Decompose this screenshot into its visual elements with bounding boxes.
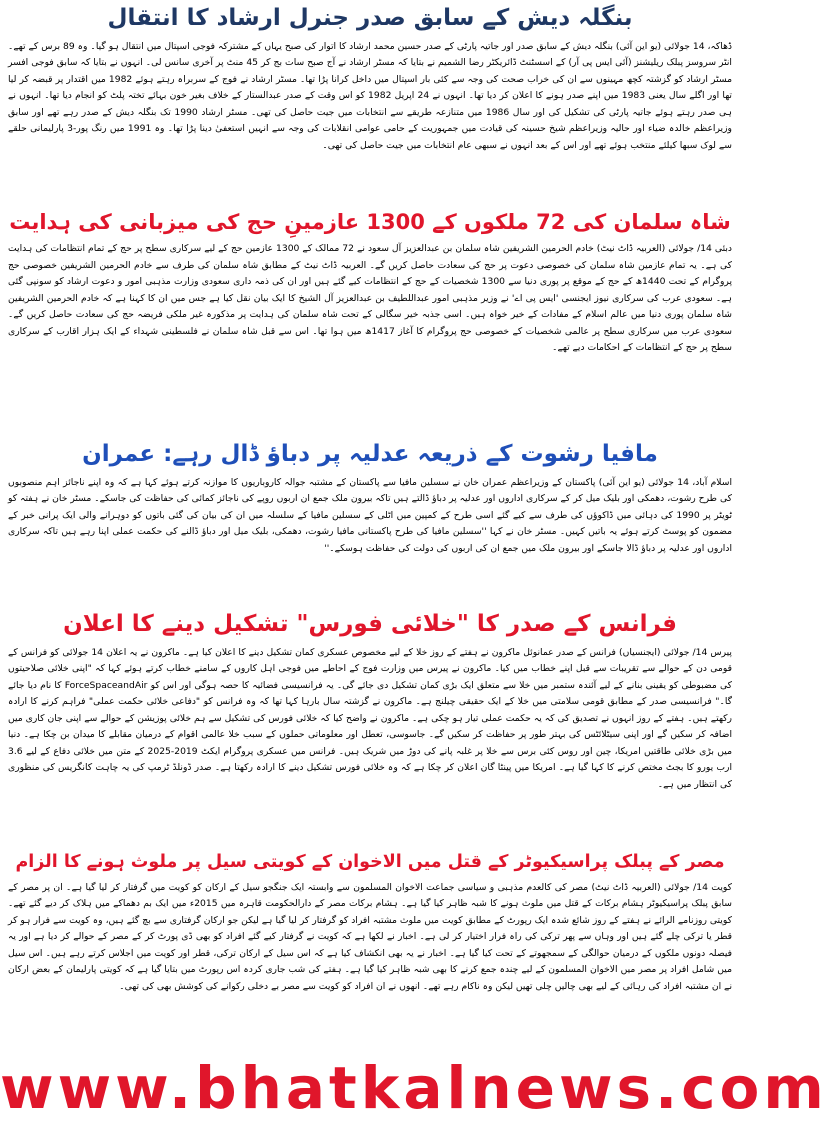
article-france-space-force — [8, 610, 732, 850]
body-imran-mafia: اسلام آباد، 14 جولائی (یو این آئی) پاکستان کے وزیراعظم عمران خان نے سسلین مافیا سے پاکستان کے مشتبہ جوالہ کاروباریوں کا موازنہ کرتے ہوئے کہا ہے کہ وہ اپنے ناجائز اہم منصوبوں کی طرح رشوت، دھمکی اور بلیک میل کر کے سرکاری اداروں اور عدلیہ پر دباؤ ڈالتے ہیں تاکہ بیرون ملک جمع ان اربوں روپے کی ناجائز کمائی کی حفاظت کی جاسکے۔ مسٹر خان نے ہفتہ کو ٹویٹر پر 1990 کی دہائی میں ڈاکوؤں کی طرف سے کیے گئے اسی طرح کے کمپین میں اٹلی کے سسلین مافیا کے سلسلہ میں ان کی بیان کی گئی باتوں کو دوہرانے والی ایک پرانی خبر کے مضمون کو پوسٹ کرتے ہوئے یہ باتیں کہیں۔ مسٹر خان نے کہا ''سسلین مافیا کی طرح پاکستانی مافیا رشوت، دھمکی، بلیک میل اور دباؤ ڈالنے کی حکمت عملی اپنا رہے ہیں تاکہ سرکاری اداروں اور عدلیہ پر دباؤ ڈالا جاسکے اور بیرون ملک میں جمع ان کی اربوں کی دولت کی حفاظت ہوسکے۔'' — [8, 476, 733, 554]
body-shah-salman-hajj: دبئی 14/ جولائی (العربیہ ڈاٹ نیٹ) خادم الحرمین الشریفین شاہ سلمان بن عبدالعزیز آل سعود نے 72 ممالک کے 1300 عازمین حج کے لیے سرکاری سطح پر حج کے تمام انتظامات کی ہدایت کی ہے۔ یہ تمام عازمین شاہ سلمان کی خصوصی دعوت پر حج کی سعادت حاصل کریں گے۔ العربیہ ڈاٹ نیٹ کے مطابق شاہ سلمان کی طرف سے خادم الحرمین الشریفین خصوصی حج پروگرام کے تحت 1440ھ کے حج کے موقع پر پوری دنیا سے 1300 شخصیات کے حج کے انتظامات کیے گئے ہیں اور ان کی ذمہ داری سعودی وزارت مذہبی امور و دعوت ارشاد کو سونپی گئی ہے۔ سعودی عرب کی سرکاری نیوز ایجنسی 'ایس پی اے' نے وزیر مذہبی امور عبداللطیف بن عبدالعزیز آل الشیخ کا ایک بیان نقل کیا ہے جس میں ان کا کہنا ہے کہ خادم الحرمین الشریفین شاہ سلمان پوری دنیا میں عالم اسلام کے مفادات کے خیر خواہ ہیں۔ اسی جذبہ خیر سگالی کے تحت شاہ سلمان کی ہدایت پر مذکورہ غیر ملکی فریضہ حج کی سعادت حاصل کریں گے۔ سعودی عرب میں سرکاری سطح پر عالمی شخصیات کے خصوصی حج پروگرام کا آغاز 1417ھ میں ہوا تھا۔ اس سے قبل شاہ سلمان نے فلسطینی شہداء کے ایک ہزار اقارب کے سرکاری سطح پر حج کے انتظامات کے احکامات دیے تھے۔ — [8, 243, 733, 354]
website-url[interactable]: www.bhatkalnews.com — [0, 1054, 828, 1122]
article-ershad — [8, 4, 732, 209]
headline-imran-mafia: مافیا رشوت کے ذریعہ عدلیہ پر دباؤ ڈال رہے: عمران — [82, 441, 658, 467]
headline-ershad: بنگلہ دیش کے سابق صدر جنرل ارشاد کا انتقال — [107, 5, 633, 31]
headline-france-space-force: فرانس کے صدر کا "خلائی فورس" تشکیل دینے کا اعلان — [63, 611, 677, 637]
body-egypt-kuwait-cell: کویت 14/ جولائی (العربیہ ڈاٹ نیٹ) مصر کی کالعدم مذہبی و سیاسی جماعت الاخوان المسلمون سے وابستہ ایک جنگجو سیل کے ارکان کو کویت میں گرفتار کر لیا گیا ہے۔ ان پر مصر کے سابق پبلک پراسیکیوٹر ہشام برکات کے قتل میں ملوث ہونے کا شبہ ظاہر کیا گیا ہے۔ ہشام برکات مصر کے دارالحکومت قاہرہ میں 2015ء میں ایک بم دھماکے میں ہلاک کر دیے گئے تھے۔ کویتی روزنامے الرائے نے ہفتے کے روز شائع شدہ ایک رپورٹ کے مطابق کویت میں ملوث مشتبہ افراد کو گرفتار کر لیا گیا ہے لیکن جو ارکان گرفتاری سے بچ گئے ہیں، وہ کویت سے فرار ہو کر قطر یا ترکی چلے گئے ہیں اور وہاں سے پھر ترکی کی راہ فرار اختیار کر لی ہے۔ اخبار نے لکھا ہے کہ کویت نے گرفتار کیے گئے افراد کو بھی ڈی پورٹ کر کے مصر کے حوالے کر دیا ہے اور یہ فیصلہ دونوں ملکوں کے درمیان حوالگی کے سمجھوتے کے تحت کیا گیا ہے۔ اخبار نے یہ بھی انکشاف کیا ہے کہ اس سیل کے ارکان ترکی، قطر اور کویت میں اجلاس کرتے رہے ہیں۔ اس سیل میں شامل افراد پر مصر میں الاخوان المسلمون کے لیے چندہ جمع کرنے کا بھی شبہ ظاہر کیا گیا ہے۔ ہفتے کی شب جاری کردہ اس رپورٹ میں بتایا گیا ہے کہ کویتی پارلیمان کے بعض ارکان نے ان مشتبہ افراد کی رہائی کے لیے بھی چالیں چلی تھیں لیکن وہ ناکام رہے تھے۔ انھوں نے ان افراد کو کویت سے مصر بے دخلی رکوانے کی کوشش بھی کی تھی۔ — [8, 881, 732, 992]
headline-egypt-kuwait-cell: مصر کے پبلک پراسیکیوٹر کے قتل میں الاخوان کے کویتی سیل پر ملوث ہونے کا الزام — [15, 852, 725, 872]
footer-website-banner — [0, 1052, 828, 1125]
article-shah-salman-hajj — [8, 209, 732, 439]
headline-shah-salman-hajj: شاہ سلمان کی 72 ملکوں کے 1300 عازمینِ حج کی میزبانی کی ہدایت — [9, 210, 731, 234]
body-france-space-force: پیرس 14/ جولائی (ایجنسیاں) فرانس کے صدر عمانوئل ماکرون نے ہفتے کے روز خلا کے لیے مخصوص عسکری کمان تشکیل دینے کا اعلان کیا ہے۔ ماکرون نے یہ اعلان 14 جولائی کو فرانس کے قومی دن کے حوالے سے تقریبات سے قبل اپنے خطاب میں کیا۔ ماکرون نے پیرس میں وزارت فوج کے احاطے میں فوجی اہل کاروں کے سامنے خطاب کرتے ہوئے کہا کہ "اپنی خلائی صلاحیتوں کی مضبوطی کو یقینی بنانے کے لیے آئندہ ستمبر میں خلا سے متعلق ایک بڑی کمان تشکیل دی جائے گی۔ یہ فرانسیسی فضائیہ کا حصہ ہوگی اور اس کو ForceSpaceandAir کا نام دیا جائے گا۔" فرانسیسی صدر کے مطابق قومی سلامتی میں خلا کے ایک حقیقی چیلنج ہے۔ ماکرون نے گزشتہ سال بارہا کہا تھا کہ وہ فرانس کو "دفاعی خلائی حکمت عملی" فراہم کرنے کا ارادہ رکھتے ہیں۔ ہفتے کے روز انہوں نے تصدیق کی کہ یہ حکمت عملی تیار ہو چکی ہے۔ ماکرون نے واضح کیا کہ خلائی فورس کی تشکیل سے ہم خلائی پوزیشن کے حوالے سے اپنی جان کاری میں اضافہ کر سکیں گے اور اپنی سیٹلائٹس کی بہتر طور پر حفاظت کر سکیں گے۔ جاسوسی، تعطل اور معلوماتی حملوں کے سبب خلا عالمی اقوام کے درمیان مقابلے کا میدان بن چکا ہے۔ دنیا میں بڑی خلائی طاقتیں امریکا، چین اور روس کئی برس سے خلا پر غلبہ پانے کی دوڑ میں شریک ہیں۔ فرانس میں عسکری پروگرام ایکٹ 2019-2025 کے متن میں خلائی دفاع کے لیے 3.6 ارب یورو کا بجٹ مختص کرنے کا کہا گیا ہے۔ امریکا میں پینٹا گان اعلان کر چکا ہے کہ وہ خلائی فورس تشکیل دینے کا ارادہ رکھتا ہے۔ صدر ڈونلڈ ٹرمپ کی یہ چاہت کانگریس کی منظوری کی انتظار میں ہے۔ — [8, 646, 732, 790]
article-imran-mafia — [8, 440, 732, 608]
body-ershad: ڈھاکہ، 14 جولائی (یو این آئی) بنگلہ دیش کے سابق صدر اور جاتیہ پارٹی کے صدر حسین محمد ارشاد کا اتوار کی صبح یہاں کے مشترکہ فوجی اسپتال میں انتقال ہو گیا۔ وہ 89 برس کے تھے۔ انٹر سروسز پبلک ریلیشنز (آئی ایس پی آر) کے اسسٹنٹ ڈائریکٹر رضا الشمیم نے بتایا کہ مسٹر ارشاد نے آج صبح سات بج کر 45 منٹ پر آخری سانس لی۔ انہوں نے بتایا کہ سابق فوجی افسر مسٹر ارشاد کو گزشتہ کچھ مہینوں سے ان کی خراب صحت کی وجہ سے کئی بار اسپتال میں داخل کرانا پڑا تھا۔ مسٹر ارشاد نے فوج کے سربراہ رہتے ہوئے 1982 میں اقتدار پر قبضہ کر لیا تھا اور اگلے سال یعنی 1983 میں اپنے صدر ہونے کا اعلان کر دیا تھا۔ انہوں نے 24 اپریل 1982 کو اس وقت کے صدر عبدالستار کے خلاف بغیر خون بہائے تختہ پلٹ کو انجام دیا تھا۔ انہوں نے ہی صدر رہتے ہوئے جاتیہ پارٹی کی تشکیل کی اور سال 1986 میں متنازعہ طریقے سے انتخابات میں جیت حاصل کی تھی۔ مسٹر ارشاد 1990 تک بنگلہ دیش کے صدر رہے تھے اور سابق وزیراعظم خالدہ ضیاء اور حالیہ وزیراعظم شیخ حسینہ کی قیادت میں جمہوریت کے حامی عوامی انقلابات کی وجہ سے انہیں استعفیٰ دینا پڑا تھا۔ وہ 1991 میں رنگ پور-3 پارلیمانی حلقے سے لوک سبھا کیلئے منتخب ہوئے تھے اور اس کے بعد انہوں نے سبھی عام انتخابات میں جیت حاصل کی تھی۔ — [8, 40, 733, 151]
article-egypt-kuwait-cell — [8, 852, 732, 1049]
